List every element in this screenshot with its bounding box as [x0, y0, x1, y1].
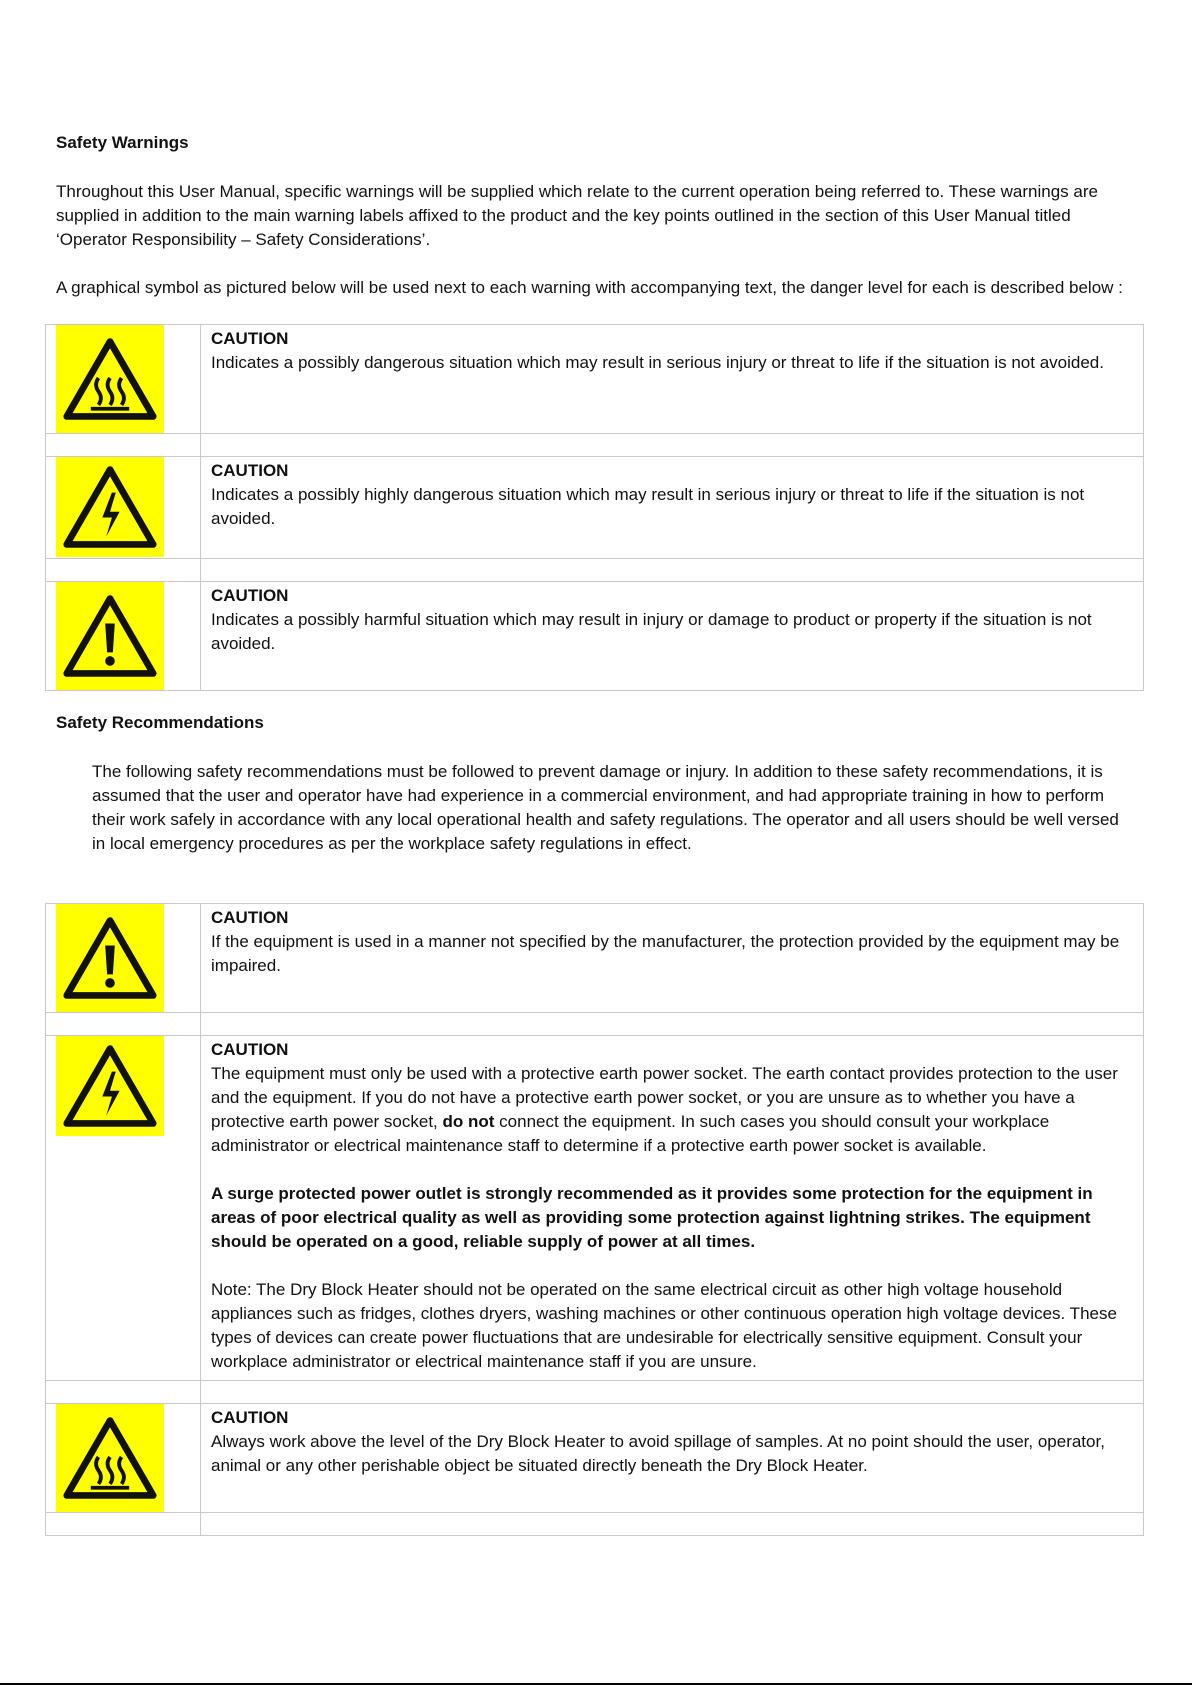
- warning-levels-table: [45, 324, 1144, 691]
- symbol-note: A graphical symbol as pictured below will be used next to each warning with accompanying text, the danger level for each is described below :: [56, 278, 1123, 297]
- warning-row: [46, 1404, 1144, 1513]
- warning-row: [46, 325, 1144, 434]
- warning-row: [46, 457, 1144, 559]
- do-not-emphasis: do not: [442, 1112, 495, 1131]
- recommendations-table: [45, 903, 1144, 1536]
- surge-protection-note: A surge protected power outlet is strongly recommended as it provides some protection for the equipment in areas of poor electrical quality as well as providing some protection against lightning strikes. The equipment should be operated on a good, reliable supply of power at all times.: [211, 1184, 1093, 1251]
- caution-label: CAUTION: [211, 1040, 289, 1059]
- earth-socket-text-end: connect the equipment. In such cases you should consult your workplace administrator or electrical maintenance staff to determine if a protective earth power socket is available.: [211, 1112, 1050, 1155]
- caution-label: CAUTION: [211, 461, 289, 480]
- caution-text: Always work above the level of the Dry Block Heater to avoid spillage of samples. At no point should the user, operator, animal or any other perishable object be situated directly beneath the Dry Block Heater.: [211, 1432, 1105, 1475]
- hot-surface-icon: [56, 1404, 164, 1512]
- caution-label: CAUTION: [211, 586, 289, 605]
- hot-surface-icon: [56, 325, 164, 433]
- caution-text: Indicates a possibly highly dangerous situation which may result in serious injury or threat to life if the situation is not avoided.: [211, 485, 1085, 528]
- electric-shock-icon: [56, 1036, 164, 1136]
- safety-warnings-heading: Safety Warnings: [56, 133, 189, 152]
- general-warning-icon: [56, 582, 164, 690]
- caution-text: Indicates a possibly dangerous situation which may result in serious injury or threat to life if the situation is not avoided.: [211, 353, 1104, 372]
- safety-recommendations-heading: Safety Recommendations: [56, 713, 264, 732]
- warning-row: [46, 904, 1144, 1013]
- caution-label: CAUTION: [211, 1408, 289, 1427]
- circuit-note: Note: The Dry Block Heater should not be operated on the same electrical circuit as other high voltage household appliances such as fridges, clothes dryers, washing machines or other continuous operation high voltage devices. These types of devices can create power fluctuations that are undesirable for electrically sensitive equipment. Consult your workplace administrator or electrical maintenance staff if you are unsure.: [211, 1280, 1117, 1371]
- caution-text: Indicates a possibly harmful situation which may result in injury or damage to product or property if the situation is not avoided.: [211, 610, 1092, 653]
- caution-label: CAUTION: [211, 329, 289, 348]
- general-warning-icon: [56, 904, 164, 1012]
- earth-socket-text-start: The equipment must only be used with a protective earth power socket. The earth contact provides protection to the user and the equipment. If you do not have a protective earth power socket, or you are unsure as to whether you have a protective earth power socket,: [211, 1064, 1118, 1131]
- safety-recommendations-intro: The following safety recommendations must be followed to prevent damage or injury. In addition to these safety recommendations, it is assumed that the user and operator have had experience in a commercial environment, and had appropriate training in how to perform their work safely in accordance with any local operational health and safety regulations. The operator and all users should be well versed in local emergency procedures as per the workplace safety regulations in effect.: [92, 762, 1119, 853]
- warning-row: [46, 582, 1144, 691]
- earth-socket-text: [211, 1062, 1135, 1158]
- caution-label: CAUTION: [211, 908, 289, 927]
- electric-shock-icon: [56, 457, 164, 557]
- warning-row: [46, 1036, 1144, 1381]
- safety-warnings-intro: Throughout this User Manual, specific warnings will be supplied which relate to the current operation being referred to. These warnings are supplied in addition to the main warning labels affixed to the product and the key points outlined in the section of this User Manual titled ‘Operator Responsibility – Safety Considerations’.: [56, 182, 1098, 249]
- caution-text: If the equipment is used in a manner not specified by the manufacturer, the protection provided by the equipment may be impaired.: [211, 932, 1120, 975]
